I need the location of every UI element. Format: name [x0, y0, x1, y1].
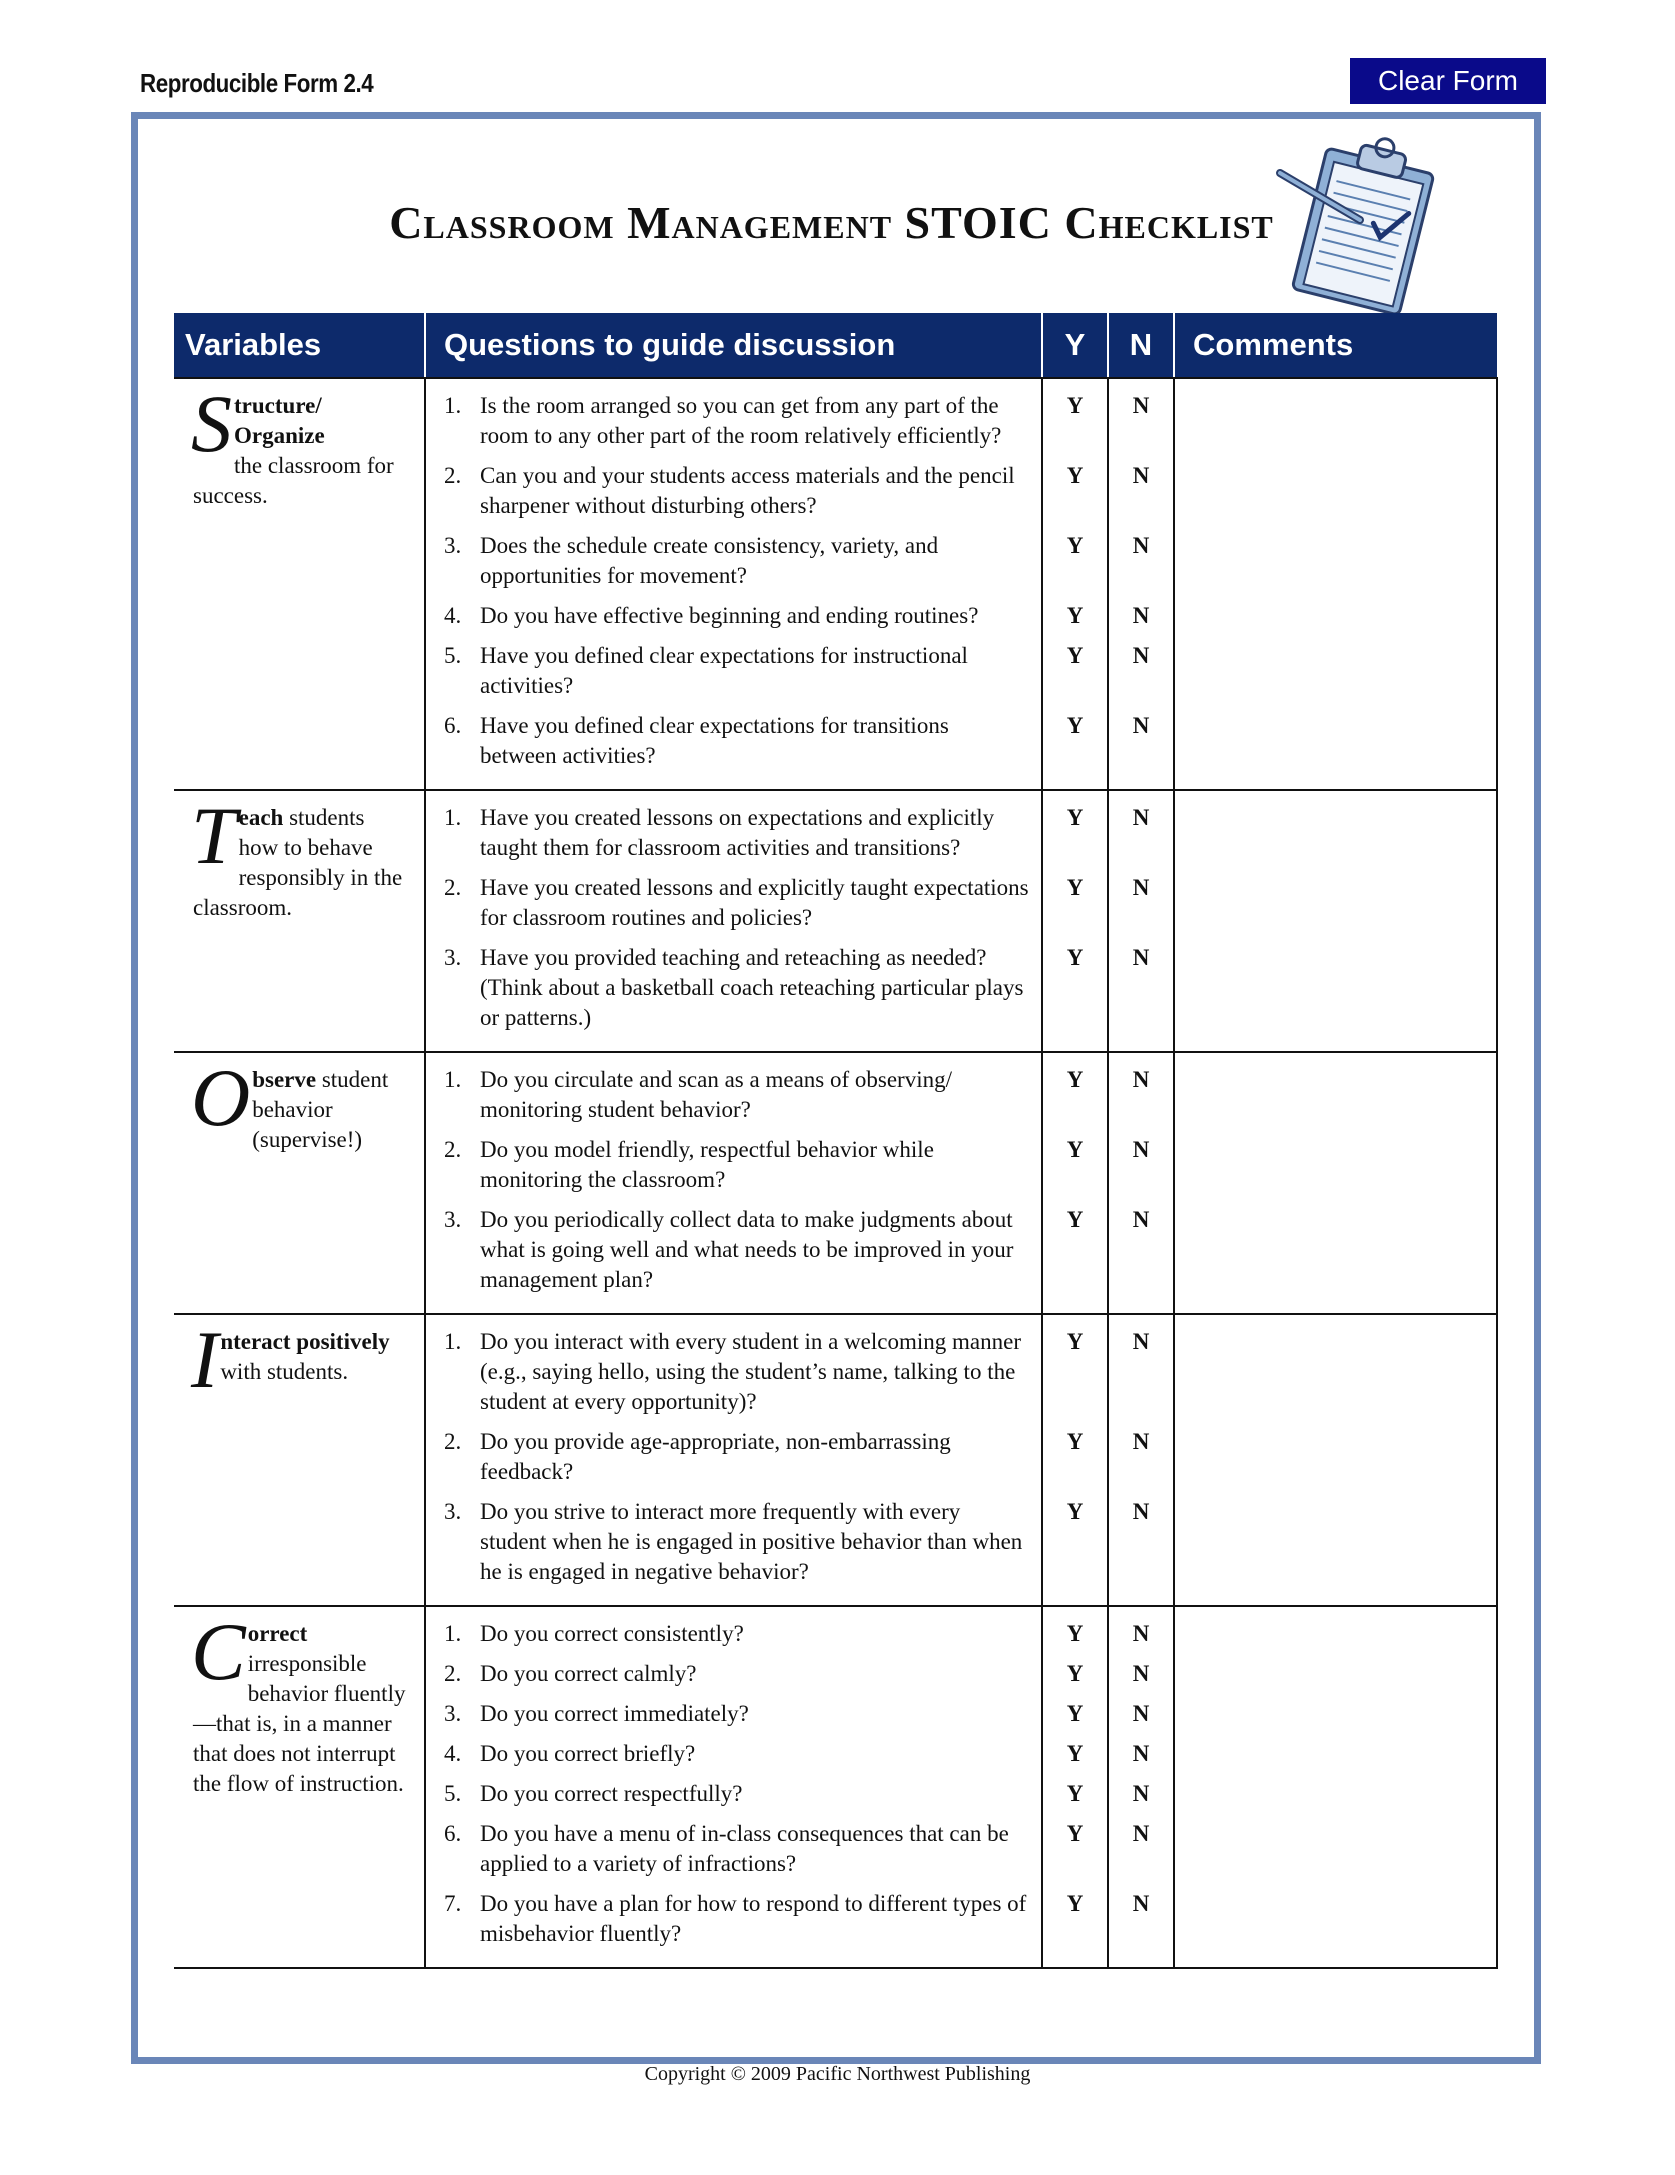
no-list	[1109, 1607, 1173, 1916]
yes-option[interactable]: Y	[1066, 1701, 1084, 1726]
question-number: 6.	[444, 713, 462, 738]
no-cell	[1108, 1314, 1174, 1606]
question-item	[444, 1427, 1031, 1487]
question-item	[444, 391, 1031, 451]
question-number: 1.	[444, 393, 462, 418]
variable-cell	[174, 1052, 425, 1314]
question-text: Do you correct calmly?	[480, 1661, 697, 1686]
question-number: 5.	[444, 1781, 462, 1806]
variable-keyword: each	[238, 805, 284, 830]
yes-option[interactable]: Y	[1066, 1781, 1084, 1806]
yes-option[interactable]: Y	[1066, 643, 1084, 668]
drop-cap: I	[191, 1314, 219, 1405]
variable-keyword: orrect	[247, 1621, 308, 1646]
no-option[interactable]: N	[1132, 1891, 1150, 1916]
no-option[interactable]: N	[1132, 1701, 1150, 1726]
col-header-comments: Comments	[1174, 313, 1497, 378]
yes-list	[1043, 1315, 1107, 1524]
no-option[interactable]: N	[1132, 1137, 1150, 1162]
variable-text	[174, 791, 424, 933]
variable-text	[174, 1607, 424, 1809]
question-text: Do you strive to interact more frequently with every student when he is engaged in positive behavior than when he is engaged in negative behavior?	[480, 1499, 1023, 1584]
no-option[interactable]: N	[1132, 1429, 1150, 1454]
variable-line2: irresponsible	[247, 1651, 367, 1676]
question-item	[444, 461, 1031, 521]
no-cell	[1108, 790, 1174, 1052]
questions-list	[426, 791, 1041, 1051]
variable-line2: behavior	[252, 1097, 333, 1122]
question-number: 4.	[444, 1741, 462, 1766]
question-number: 2.	[444, 1137, 462, 1162]
question-number: 2.	[444, 1661, 462, 1686]
section-row	[174, 1606, 1497, 1968]
no-option[interactable]: N	[1132, 1781, 1150, 1806]
no-cell	[1108, 378, 1174, 790]
questions-list	[426, 1315, 1041, 1605]
question-text: Do you correct respectfully?	[480, 1781, 743, 1806]
question-item	[444, 711, 1031, 771]
yes-cell	[1042, 790, 1108, 1052]
drop-cap: T	[191, 790, 237, 881]
variable-keyword-2: Organize	[234, 423, 325, 448]
yes-option[interactable]: Y	[1066, 1207, 1084, 1232]
no-option[interactable]: N	[1132, 1661, 1150, 1686]
no-list	[1109, 379, 1173, 738]
yes-option[interactable]: Y	[1066, 463, 1084, 488]
questions-cell	[425, 1606, 1042, 1968]
variable-tail: responsibly in the classroom.	[193, 865, 403, 920]
question-number: 3.	[444, 1207, 462, 1232]
no-option[interactable]: N	[1132, 805, 1150, 830]
section-row	[174, 1314, 1497, 1606]
question-text: Do you correct immediately?	[480, 1701, 749, 1726]
question-text: Have you defined clear expectations for instructional activities?	[480, 643, 968, 698]
question-number: 2.	[444, 463, 462, 488]
question-item	[444, 1135, 1031, 1195]
no-option[interactable]: N	[1132, 533, 1150, 558]
question-number: 3.	[444, 1701, 462, 1726]
no-option[interactable]: N	[1132, 1067, 1150, 1092]
drop-cap: S	[191, 378, 232, 469]
questions-list	[426, 1607, 1041, 1967]
no-option[interactable]: N	[1132, 393, 1150, 418]
question-item	[444, 1619, 1031, 1649]
yes-cell	[1042, 1052, 1108, 1314]
question-item	[444, 641, 1031, 701]
question-number: 2.	[444, 1429, 462, 1454]
yes-list	[1043, 379, 1107, 738]
comments-cell[interactable]	[1174, 1606, 1497, 1968]
no-option[interactable]: N	[1132, 643, 1150, 668]
variable-cell	[174, 378, 425, 790]
question-item	[444, 1779, 1031, 1809]
yes-option[interactable]: Y	[1066, 805, 1084, 830]
yes-cell	[1042, 1606, 1108, 1968]
questions-list	[426, 1053, 1041, 1313]
yes-option[interactable]: Y	[1066, 1067, 1084, 1092]
question-item	[444, 1205, 1031, 1295]
no-list	[1109, 791, 1173, 970]
yes-option[interactable]: Y	[1066, 1821, 1084, 1846]
questions-cell	[425, 378, 1042, 790]
question-item	[444, 601, 1031, 631]
clipboard-icon	[1265, 128, 1455, 313]
variable-keyword: bserve	[252, 1067, 317, 1092]
comments-cell[interactable]	[1174, 790, 1497, 1052]
question-text: Have you provided teaching and reteaching as needed? (Think about a basketball coach reteaching particular plays or patterns.)	[480, 945, 1024, 1030]
no-option[interactable]: N	[1132, 1741, 1150, 1766]
comments-cell[interactable]	[1174, 378, 1497, 790]
yes-option[interactable]: Y	[1066, 1741, 1084, 1766]
question-number: 7.	[444, 1891, 462, 1916]
yes-option[interactable]: Y	[1066, 393, 1084, 418]
question-item	[444, 1327, 1031, 1417]
question-item	[444, 1819, 1031, 1879]
col-header-n: N	[1108, 313, 1174, 378]
col-header-variables: Variables	[174, 313, 425, 378]
variable-line2: how to behave	[238, 835, 373, 860]
form-label: Reproducible Form 2.4	[140, 68, 374, 98]
variable-text	[174, 1314, 424, 1405]
yes-list	[1043, 1607, 1107, 1916]
variable-cell	[174, 790, 425, 1052]
question-number: 6.	[444, 1821, 462, 1846]
variable-keyword: nteract positively	[220, 1329, 390, 1354]
question-item	[444, 873, 1031, 933]
question-number: 1.	[444, 1329, 462, 1354]
variable-cell	[174, 1314, 425, 1606]
yes-option[interactable]: Y	[1066, 945, 1084, 970]
question-number: 3.	[444, 945, 462, 970]
yes-option[interactable]: Y	[1066, 1329, 1084, 1354]
copyright: Copyright © 2009 Pacific Northwest Publishing	[644, 2063, 1031, 2085]
question-text: Do you have a menu of in-class consequences that can be applied to a variety of infractions?	[480, 1821, 1009, 1876]
question-text: Do you correct briefly?	[480, 1741, 696, 1766]
question-number: 1.	[444, 805, 462, 830]
no-option[interactable]: N	[1132, 463, 1150, 488]
col-header-y: Y	[1042, 313, 1108, 378]
no-option[interactable]: N	[1132, 603, 1150, 628]
question-text: Have you defined clear expectations for transitions between activities?	[480, 713, 949, 768]
col-header-questions: Questions to guide discussion	[425, 313, 1042, 378]
question-number: 1.	[444, 1067, 462, 1092]
question-number: 3.	[444, 1499, 462, 1524]
question-text: Do you periodically collect data to make judgments about what is going well and what needs to be improved in your management plan?	[480, 1207, 1014, 1292]
question-text: Is the room arranged so you can get from any part of the room to any other part of the room relatively efficiently?	[480, 393, 1002, 448]
no-option[interactable]: N	[1132, 1621, 1150, 1646]
question-item	[444, 943, 1031, 1033]
question-item	[444, 1739, 1031, 1769]
yes-option[interactable]: Y	[1066, 1499, 1084, 1524]
question-number: 2.	[444, 875, 462, 900]
no-option[interactable]: N	[1132, 713, 1150, 738]
no-option[interactable]: N	[1132, 1207, 1150, 1232]
variable-line2: with students.	[220, 1359, 349, 1384]
no-list	[1109, 1053, 1173, 1232]
question-text: Can you and your students access materials and the pencil sharpener without disturbing others?	[480, 463, 1015, 518]
drop-cap: O	[191, 1052, 251, 1143]
question-text: Do you model friendly, respectful behavior while monitoring the classroom?	[480, 1137, 934, 1192]
comments-cell[interactable]	[1174, 1314, 1497, 1606]
questions-cell	[425, 1052, 1042, 1314]
variable-tail: the classroom for success.	[193, 453, 394, 508]
section-row	[174, 378, 1497, 790]
variable-text	[174, 1053, 424, 1165]
question-item	[444, 1889, 1031, 1949]
question-text: Do you correct consistently?	[480, 1621, 744, 1646]
yes-option[interactable]: Y	[1066, 533, 1084, 558]
variable-rest: student	[316, 1067, 389, 1092]
variable-text	[174, 379, 424, 521]
yes-list	[1043, 791, 1107, 970]
clear-form-button[interactable]: Clear Form	[1350, 58, 1546, 104]
yes-option[interactable]: Y	[1066, 1661, 1084, 1686]
no-option[interactable]: N	[1132, 875, 1150, 900]
question-item	[444, 1659, 1031, 1689]
question-number: 5.	[444, 643, 462, 668]
yes-cell	[1042, 378, 1108, 790]
questions-list	[426, 379, 1041, 789]
variable-tail: behavior fluently—that is, in a manner that does not interrupt the flow of instruction.	[193, 1681, 406, 1796]
variable-rest: students	[283, 805, 365, 830]
yes-option[interactable]: Y	[1066, 1137, 1084, 1162]
question-text: Do you have a plan for how to respond to different types of misbehavior fluently?	[480, 1891, 1027, 1946]
questions-cell	[425, 790, 1042, 1052]
yes-cell	[1042, 1314, 1108, 1606]
comments-cell[interactable]	[1174, 1052, 1497, 1314]
yes-option[interactable]: Y	[1066, 875, 1084, 900]
no-option[interactable]: N	[1132, 945, 1150, 970]
question-number: 3.	[444, 533, 462, 558]
no-cell	[1108, 1606, 1174, 1968]
no-option[interactable]: N	[1132, 1821, 1150, 1846]
no-cell	[1108, 1052, 1174, 1314]
question-text: Have you created lessons and explicitly taught expectations for classroom routines and policies?	[480, 875, 1029, 930]
yes-option[interactable]: Y	[1066, 1621, 1084, 1646]
question-item	[444, 1065, 1031, 1125]
section-row	[174, 790, 1497, 1052]
section-row	[174, 1052, 1497, 1314]
yes-option[interactable]: Y	[1066, 713, 1084, 738]
question-number: 4.	[444, 603, 462, 628]
yes-option[interactable]: Y	[1066, 1891, 1084, 1916]
no-list	[1109, 1315, 1173, 1524]
stoic-checklist-table	[174, 313, 1498, 1969]
yes-list	[1043, 1053, 1107, 1232]
variable-cell	[174, 1606, 425, 1968]
yes-option[interactable]: Y	[1066, 1429, 1084, 1454]
no-option[interactable]: N	[1132, 1329, 1150, 1354]
question-item	[444, 531, 1031, 591]
question-item	[444, 1699, 1031, 1729]
question-text: Have you created lessons on expectations and explicitly taught them for classroom activities and transitions?	[480, 805, 995, 860]
question-text: Do you provide age-appropriate, non-embarrassing feedback?	[480, 1429, 951, 1484]
variable-keyword: tructure/	[234, 393, 322, 418]
drop-cap: C	[191, 1606, 246, 1697]
question-text: Do you circulate and scan as a means of observing/ monitoring student behavior?	[480, 1067, 952, 1122]
question-item	[444, 1497, 1031, 1587]
question-text: Does the schedule create consistency, variety, and opportunities for movement?	[480, 533, 939, 588]
question-item	[444, 803, 1031, 863]
page-title: Classroom Management STOIC Checklist	[389, 197, 1274, 248]
question-text: Do you interact with every student in a welcoming manner (e.g., saying hello, using the student’s name, talking to the student at every opportunity)?	[480, 1329, 1021, 1414]
no-option[interactable]: N	[1132, 1499, 1150, 1524]
question-text: Do you have effective beginning and ending routines?	[480, 603, 979, 628]
variable-tail: (supervise!)	[252, 1127, 363, 1152]
question-number: 1.	[444, 1621, 462, 1646]
yes-option[interactable]: Y	[1066, 603, 1084, 628]
questions-cell	[425, 1314, 1042, 1606]
